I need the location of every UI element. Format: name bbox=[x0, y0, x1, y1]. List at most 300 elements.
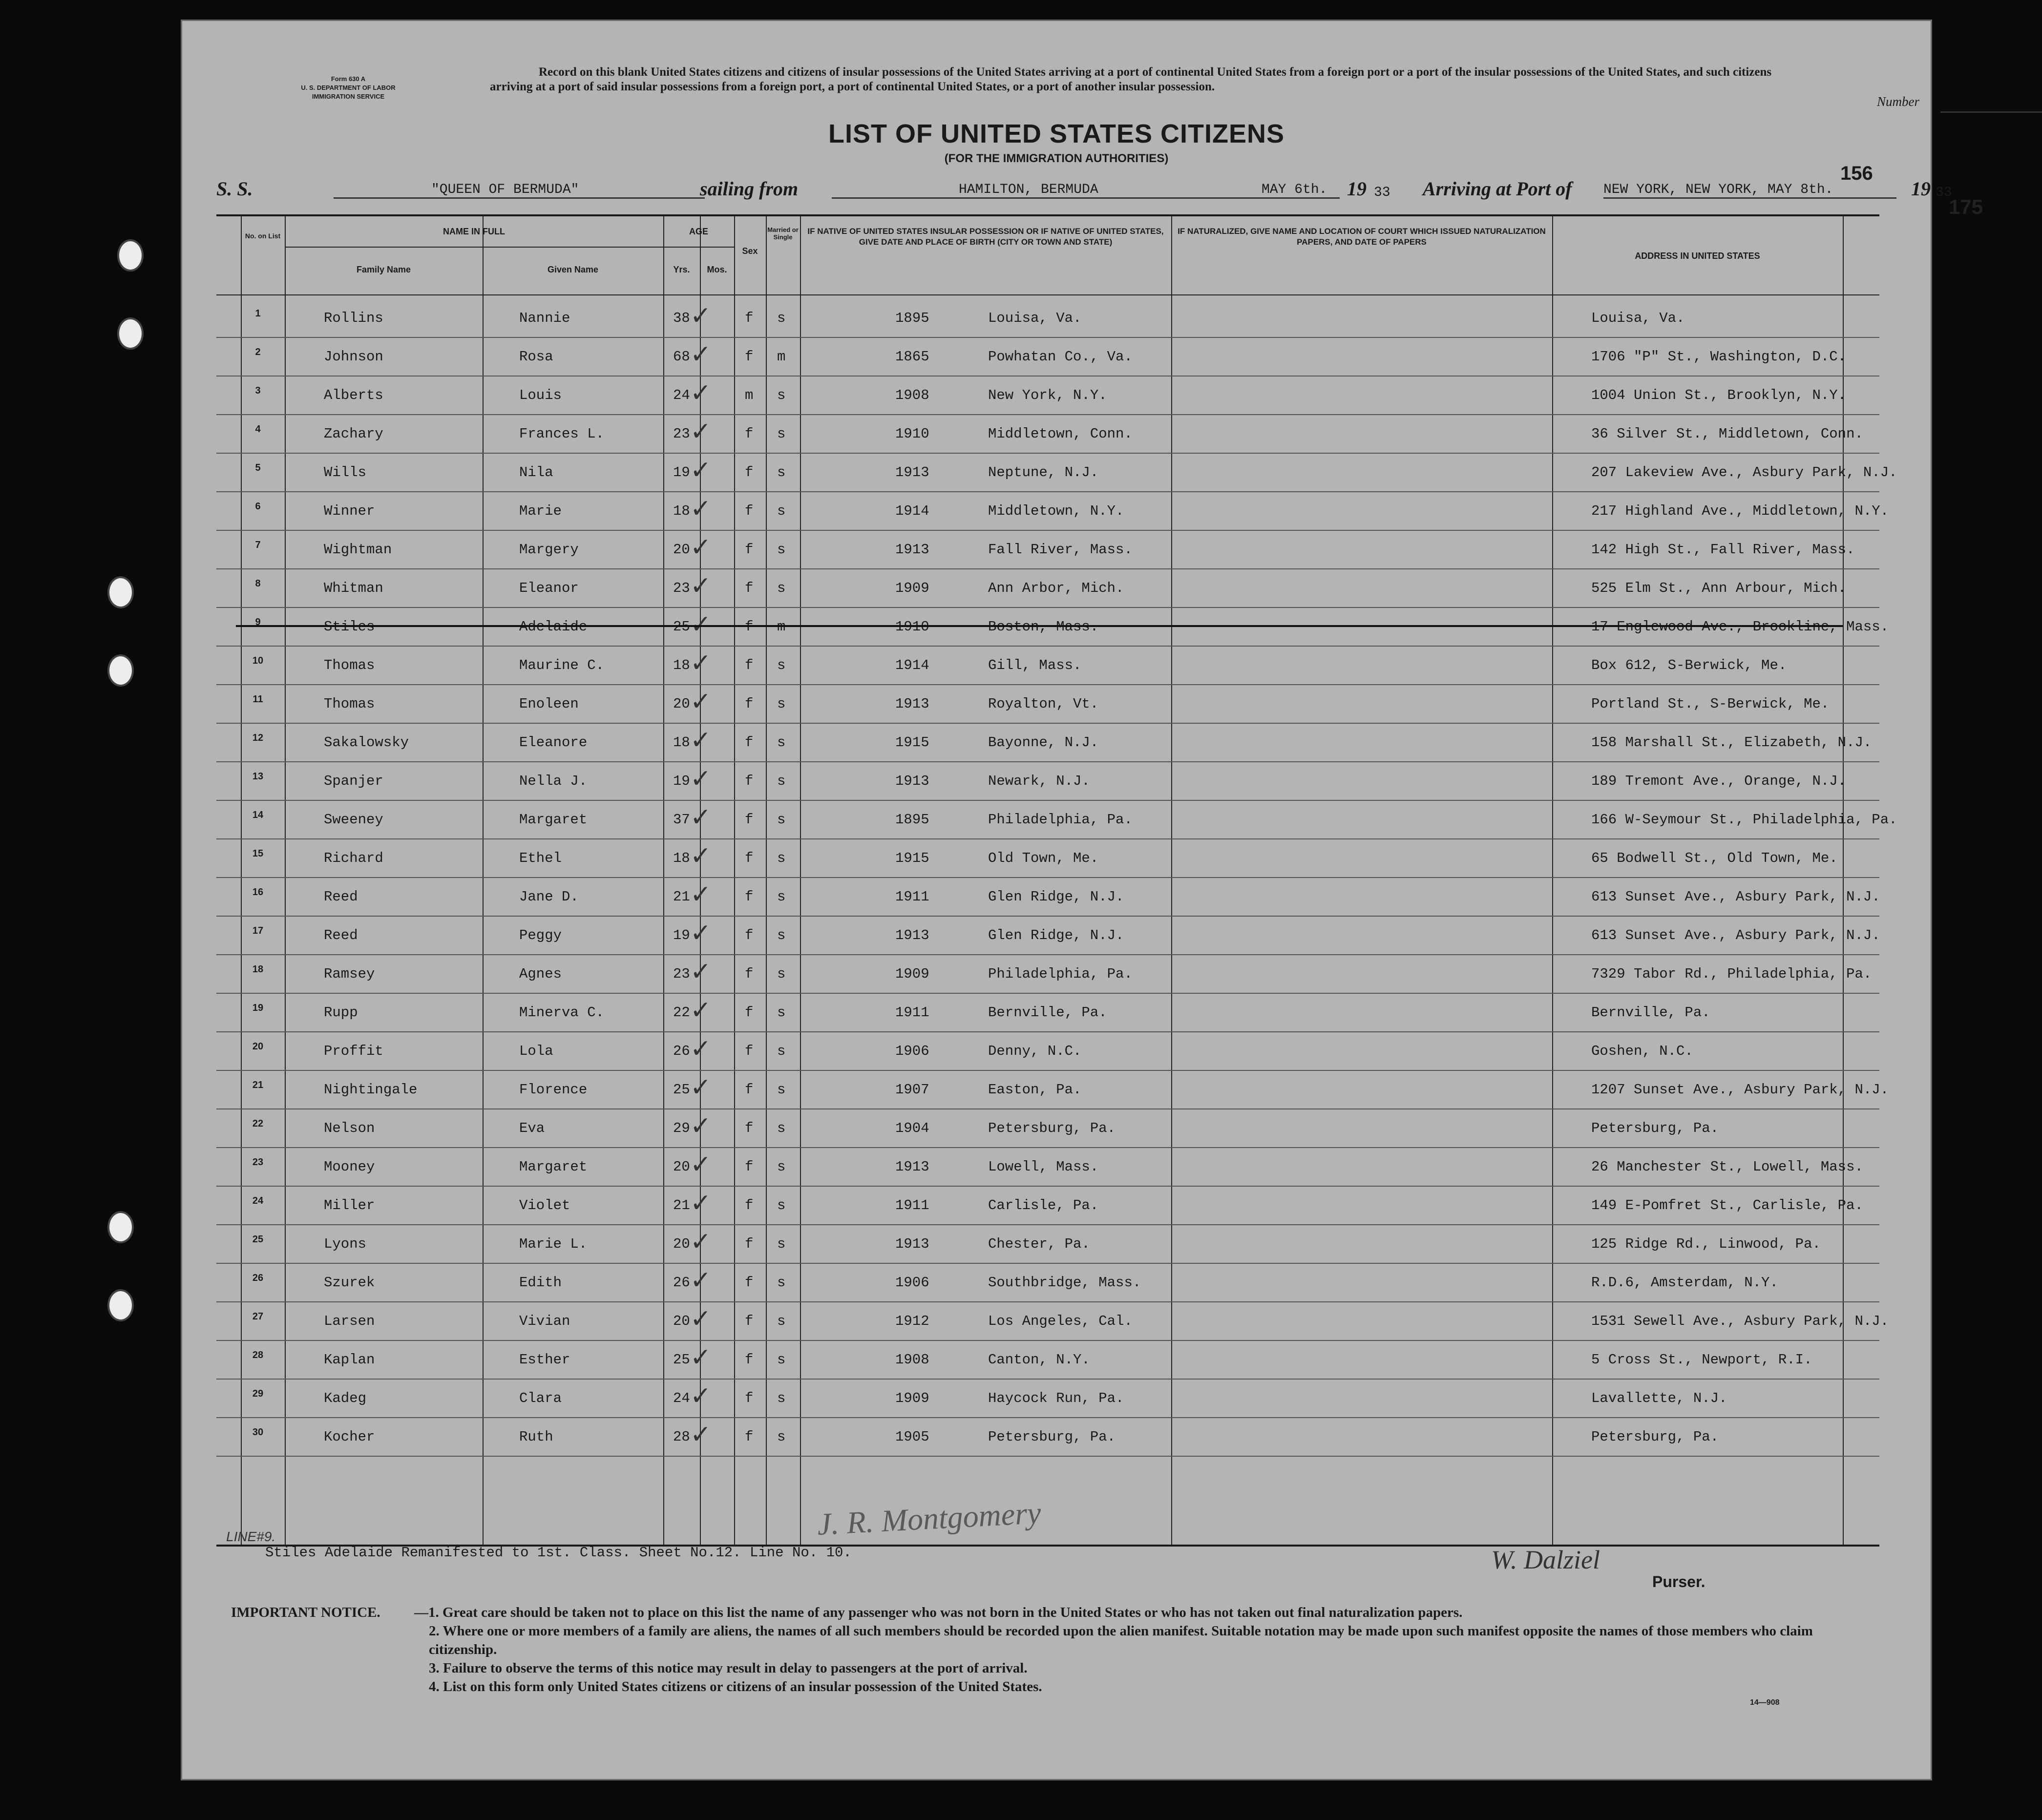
passenger-sex: f bbox=[745, 426, 754, 442]
passenger-birth-place: Middletown, Conn. bbox=[988, 426, 1133, 442]
passenger-family-name: Sweeney bbox=[324, 812, 383, 828]
correction-note: Stiles Adelaide Remanifested to 1st. Class. Sheet No.12. Line No. 10. bbox=[265, 1545, 852, 1561]
arriving-label: Arriving at Port of bbox=[1423, 178, 1572, 200]
passenger-family-name: Sakalowsky bbox=[324, 734, 409, 751]
passenger-age-years: 26 bbox=[673, 1275, 690, 1291]
passenger-age-years: 23 bbox=[673, 580, 690, 596]
table-row bbox=[216, 376, 1879, 415]
passenger-address: 5 Cross St., Newport, R.I. bbox=[1591, 1352, 1812, 1368]
passenger-given-name: Ethel bbox=[519, 850, 562, 866]
passenger-birth-place: Philadelphia, Pa. bbox=[988, 966, 1133, 982]
passenger-age-years: 37 bbox=[673, 812, 690, 828]
passenger-marital-status: s bbox=[777, 1120, 786, 1136]
passenger-given-name: Adelaide bbox=[519, 619, 588, 635]
table-row bbox=[216, 337, 1879, 377]
table-row bbox=[216, 877, 1879, 917]
passenger-birth-place: Glen Ridge, N.J. bbox=[988, 889, 1124, 905]
passenger-line-number: 17 bbox=[252, 925, 264, 936]
passenger-given-name: Peggy bbox=[519, 927, 562, 943]
passenger-line-number: 29 bbox=[252, 1388, 264, 1399]
passenger-marital-status: s bbox=[777, 464, 786, 481]
ss-label: S. S. bbox=[216, 178, 253, 200]
passenger-age-years: 20 bbox=[673, 1159, 690, 1175]
passenger-address: Goshen, N.C. bbox=[1591, 1043, 1693, 1059]
header-rule bbox=[216, 294, 1879, 295]
passenger-age-years: 19 bbox=[673, 773, 690, 789]
passenger-family-name: Wills bbox=[324, 464, 367, 481]
punch-hole bbox=[117, 239, 144, 272]
table-row bbox=[216, 1340, 1879, 1380]
check-mark-icon: ✓ bbox=[690, 1189, 712, 1218]
passenger-sex: f bbox=[745, 580, 754, 596]
ship-name: "QUEEN OF BERMUDA" bbox=[334, 182, 705, 199]
passenger-marital-status: s bbox=[777, 1275, 786, 1291]
passenger-sex: f bbox=[745, 1429, 754, 1445]
passenger-line-number: 3 bbox=[255, 385, 261, 396]
passenger-birth-place: Haycock Run, Pa. bbox=[988, 1390, 1124, 1406]
passenger-marital-status: s bbox=[777, 812, 786, 828]
passenger-birth-year: 1911 bbox=[895, 889, 929, 905]
passenger-sex: f bbox=[745, 542, 754, 558]
passenger-given-name: Clara bbox=[519, 1390, 562, 1406]
notice-item: 3. Failure to observe the terms of this notice may result in delay to passengers at the port of arrival. bbox=[429, 1660, 1028, 1676]
passenger-birth-year: 1913 bbox=[895, 542, 929, 558]
passenger-family-name: Whitman bbox=[324, 580, 383, 596]
passenger-birth-year: 1895 bbox=[895, 310, 929, 326]
passenger-marital-status: s bbox=[777, 1390, 786, 1406]
passenger-marital-status: s bbox=[777, 503, 786, 519]
table-row bbox=[216, 1417, 1879, 1457]
passenger-age-years: 20 bbox=[673, 1236, 690, 1252]
passenger-given-name: Florence bbox=[519, 1082, 588, 1098]
passenger-given-name: Enoleen bbox=[519, 696, 579, 712]
passenger-line-number: 30 bbox=[252, 1427, 264, 1438]
passenger-given-name: Edith bbox=[519, 1275, 562, 1291]
passenger-sex: f bbox=[745, 1120, 754, 1136]
header-rule bbox=[285, 247, 700, 248]
passenger-address: 217 Highland Ave., Middletown, N.Y. bbox=[1591, 503, 1889, 519]
passenger-birth-place: Bernville, Pa. bbox=[988, 1004, 1107, 1021]
passenger-age-years: 21 bbox=[673, 889, 690, 905]
notice-item: 4. List on this form only United States citizens or citizens of an insular possession of the United States. bbox=[429, 1679, 1042, 1694]
passenger-sex: f bbox=[745, 1043, 754, 1059]
passenger-age-years: 18 bbox=[673, 657, 690, 673]
passenger-given-name: Louis bbox=[519, 387, 562, 403]
passenger-marital-status: s bbox=[777, 1236, 786, 1252]
passenger-birth-year: 1909 bbox=[895, 966, 929, 982]
passenger-line-number: 18 bbox=[252, 964, 264, 975]
passenger-age-years: 18 bbox=[673, 850, 690, 866]
passenger-sex: f bbox=[745, 619, 754, 635]
manifest-page bbox=[181, 20, 1952, 1780]
passenger-given-name: Margaret bbox=[519, 1159, 588, 1175]
table-row bbox=[216, 1379, 1879, 1418]
passenger-birth-year: 1908 bbox=[895, 1352, 929, 1368]
passenger-birth-place: Easton, Pa. bbox=[988, 1082, 1082, 1098]
passenger-line-number: 22 bbox=[252, 1118, 264, 1129]
passenger-birth-place: Los Angeles, Cal. bbox=[988, 1313, 1133, 1329]
passenger-given-name: Marie L. bbox=[519, 1236, 588, 1252]
passenger-birth-year: 1913 bbox=[895, 696, 929, 712]
header-birth: IF NATIVE OF UNITED STATES INSULAR POSSESSION OR IF NATIVE OF UNITED STATES, GIVE DATE AND PLACE OF BIRTH (CITY OR TOWN AND STATE) bbox=[807, 227, 1164, 247]
arrival-year: 33 bbox=[1936, 185, 1952, 200]
passenger-age-years: 22 bbox=[673, 1004, 690, 1021]
passenger-sex: f bbox=[745, 1313, 754, 1329]
passenger-birth-year: 1911 bbox=[895, 1197, 929, 1213]
passenger-address: 1706 "P" St., Washington, D.C. bbox=[1591, 349, 1847, 365]
passenger-family-name: Proffit bbox=[324, 1043, 383, 1059]
departure-port: HAMILTON, BERMUDA bbox=[832, 182, 1262, 199]
passenger-address: 1531 Sewell Ave., Asbury Park, N.J. bbox=[1591, 1313, 1889, 1329]
passenger-birth-place: Canton, N.Y. bbox=[988, 1352, 1090, 1368]
passenger-age-years: 18 bbox=[673, 503, 690, 519]
table-row bbox=[216, 723, 1879, 762]
header-mos: Mos. bbox=[707, 265, 727, 274]
passenger-line-number: 26 bbox=[252, 1273, 264, 1283]
passenger-line-number: 14 bbox=[252, 810, 264, 820]
passenger-family-name: Zachary bbox=[324, 426, 383, 442]
passenger-sex: f bbox=[745, 927, 754, 943]
passenger-family-name: Kaplan bbox=[324, 1352, 375, 1368]
passenger-sex: f bbox=[745, 657, 754, 673]
sheet-stamp-number: 175 bbox=[1949, 195, 1983, 218]
punch-hole bbox=[107, 576, 134, 608]
passenger-family-name: Ramsey bbox=[324, 966, 375, 982]
passenger-sex: f bbox=[745, 1159, 754, 1175]
form-service: IMMIGRATION SERVICE bbox=[312, 93, 385, 100]
table-row bbox=[216, 1070, 1889, 1109]
check-mark-icon: ✓ bbox=[690, 764, 712, 794]
passenger-address: 166 W-Seymour St., Philadelphia, Pa. bbox=[1591, 812, 1897, 828]
passenger-marital-status: s bbox=[777, 1082, 786, 1098]
passenger-birth-place: Carlisle, Pa. bbox=[988, 1197, 1099, 1213]
passenger-age-years: 68 bbox=[673, 349, 690, 365]
passenger-line-number: 21 bbox=[252, 1080, 264, 1090]
header-address: ADDRESS IN UNITED STATES bbox=[1635, 251, 1760, 261]
passenger-marital-status: s bbox=[777, 387, 786, 403]
passenger-line-number: 23 bbox=[252, 1157, 264, 1168]
header-rule bbox=[663, 247, 734, 248]
passenger-birth-year: 1907 bbox=[895, 1082, 929, 1098]
table-row bbox=[216, 453, 1897, 492]
passenger-family-name: Thomas bbox=[324, 657, 375, 673]
passenger-line-number: 25 bbox=[252, 1234, 264, 1245]
passenger-birth-year: 1910 bbox=[895, 426, 929, 442]
notice-item: 2. Where one or more members of a family are aliens, the names of all such members should be recorded upon the alien manifest. Suitable notation may be made upon such manifest opposite the names of those members who claim citizenship. bbox=[429, 1623, 1813, 1657]
passenger-birth-year: 1914 bbox=[895, 503, 929, 519]
passenger-address: Lavallette, N.J. bbox=[1591, 1390, 1727, 1406]
passenger-line-number: 19 bbox=[252, 1003, 264, 1013]
check-mark-icon: ✓ bbox=[690, 1343, 712, 1372]
passenger-sex: f bbox=[745, 349, 754, 365]
passenger-family-name: Winner bbox=[324, 503, 375, 519]
check-mark-icon: ✓ bbox=[690, 996, 712, 1025]
passenger-birth-place: Glen Ridge, N.J. bbox=[988, 927, 1124, 943]
passenger-given-name: Vivian bbox=[519, 1313, 570, 1329]
passenger-age-years: 20 bbox=[673, 1313, 690, 1329]
passenger-line-number: 28 bbox=[252, 1350, 264, 1360]
form-department: U. S. DEPARTMENT OF LABOR bbox=[301, 84, 396, 91]
passenger-line-number: 10 bbox=[252, 655, 264, 666]
check-mark-icon: ✓ bbox=[690, 1266, 712, 1295]
passenger-marital-status: s bbox=[777, 1197, 786, 1213]
passenger-age-years: 25 bbox=[673, 1082, 690, 1098]
passenger-given-name: Nila bbox=[519, 464, 553, 481]
passenger-marital-status: s bbox=[777, 310, 786, 326]
header-no-on-list: No. on List bbox=[245, 232, 281, 240]
passenger-family-name: Richard bbox=[324, 850, 383, 866]
passenger-sex: f bbox=[745, 696, 754, 712]
passenger-sex: f bbox=[745, 464, 754, 481]
header-family-name: Family Name bbox=[356, 265, 411, 274]
passenger-birth-place: Philadelphia, Pa. bbox=[988, 812, 1133, 828]
passenger-address: 26 Manchester St., Lowell, Mass. bbox=[1591, 1159, 1863, 1175]
passenger-family-name: Thomas bbox=[324, 696, 375, 712]
passenger-birth-place: Middletown, N.Y. bbox=[988, 503, 1124, 519]
passenger-sex: f bbox=[745, 1275, 754, 1291]
passenger-family-name: Nelson bbox=[324, 1120, 375, 1136]
check-mark-icon: ✓ bbox=[690, 919, 712, 948]
inspector-signature: J. R. Montgomery bbox=[816, 1495, 1042, 1542]
punch-hole bbox=[117, 317, 144, 350]
passenger-family-name: Kocher bbox=[324, 1429, 375, 1445]
purser-label: Purser. bbox=[1652, 1573, 1705, 1590]
passenger-line-number: 24 bbox=[252, 1195, 264, 1206]
sheet-number: 156 bbox=[1840, 163, 1873, 184]
passenger-age-years: 19 bbox=[673, 927, 690, 943]
check-mark-icon: ✓ bbox=[690, 378, 712, 408]
passenger-sex: f bbox=[745, 503, 754, 519]
passenger-marital-status: s bbox=[777, 426, 786, 442]
passenger-address: Box 612, S-Berwick, Me. bbox=[1591, 657, 1787, 673]
passenger-birth-place: Lowell, Mass. bbox=[988, 1159, 1099, 1175]
passenger-address: 17 Englewood Ave., Brookline, Mass. bbox=[1591, 619, 1889, 635]
passenger-marital-status: s bbox=[777, 696, 786, 712]
header-given-name: Given Name bbox=[547, 265, 599, 274]
header-sex: Sex bbox=[742, 246, 758, 256]
check-mark-icon: ✓ bbox=[690, 803, 712, 832]
passenger-line-number: 8 bbox=[255, 578, 261, 589]
passenger-address: Bernville, Pa. bbox=[1591, 1004, 1710, 1021]
punch-hole bbox=[107, 1211, 134, 1243]
check-mark-icon: ✓ bbox=[690, 841, 712, 871]
passenger-line-number: 7 bbox=[255, 540, 261, 550]
check-mark-icon: ✓ bbox=[690, 649, 712, 678]
passenger-address: 65 Bodwell St., Old Town, Me. bbox=[1591, 850, 1838, 866]
check-mark-icon: ✓ bbox=[690, 1150, 712, 1179]
check-mark-icon: ✓ bbox=[690, 1227, 712, 1256]
passenger-family-name: Kadeg bbox=[324, 1390, 367, 1406]
check-mark-icon: ✓ bbox=[690, 1420, 712, 1449]
check-mark-icon: ✓ bbox=[690, 1034, 712, 1064]
passenger-birth-year: 1908 bbox=[895, 387, 929, 403]
check-mark-icon: ✓ bbox=[690, 301, 712, 331]
passenger-marital-status: s bbox=[777, 966, 786, 982]
notice-title: IMPORTANT NOTICE. bbox=[231, 1605, 380, 1620]
passenger-birth-place: Southbridge, Mass. bbox=[988, 1275, 1141, 1291]
passenger-family-name: Nightingale bbox=[324, 1082, 418, 1098]
passenger-address: 613 Sunset Ave., Asbury Park, N.J. bbox=[1591, 927, 1880, 943]
notice-items bbox=[414, 1603, 1835, 1696]
passenger-birth-year: 1910 bbox=[895, 619, 929, 635]
table-row bbox=[216, 414, 1879, 454]
passenger-given-name: Eleanore bbox=[519, 734, 588, 751]
table-row bbox=[216, 568, 1879, 608]
passenger-marital-status: s bbox=[777, 1004, 786, 1021]
passenger-birth-place: Bayonne, N.J. bbox=[988, 734, 1099, 751]
passenger-given-name: Agnes bbox=[519, 966, 562, 982]
table-row bbox=[216, 298, 1879, 338]
year-prefix-departure: 19 bbox=[1347, 178, 1367, 200]
table-row bbox=[216, 1263, 1879, 1302]
passenger-given-name: Jane D. bbox=[519, 889, 579, 905]
passenger-family-name: Johnson bbox=[324, 349, 383, 365]
passenger-marital-status: s bbox=[777, 1429, 786, 1445]
passenger-marital-status: m bbox=[777, 619, 786, 635]
passenger-birth-place: Neptune, N.J. bbox=[988, 464, 1099, 481]
passenger-age-years: 18 bbox=[673, 734, 690, 751]
passenger-line-number: 13 bbox=[252, 771, 264, 782]
table-row bbox=[216, 1147, 1879, 1187]
number-label: Number bbox=[1877, 94, 1919, 109]
passenger-sex: f bbox=[745, 889, 754, 905]
passenger-sex: f bbox=[745, 1082, 754, 1098]
passenger-birth-place: Fall River, Mass. bbox=[988, 542, 1133, 558]
table-row bbox=[216, 1031, 1879, 1071]
passenger-birth-year: 1895 bbox=[895, 812, 929, 828]
passenger-family-name: Larsen bbox=[324, 1313, 375, 1329]
passenger-birth-place: Gill, Mass. bbox=[988, 657, 1082, 673]
table-row bbox=[216, 1186, 1879, 1225]
table-row bbox=[216, 800, 1897, 839]
passenger-birth-year: 1914 bbox=[895, 657, 929, 673]
passenger-age-years: 25 bbox=[673, 1352, 690, 1368]
passenger-birth-year: 1906 bbox=[895, 1275, 929, 1291]
passenger-sex: f bbox=[745, 966, 754, 982]
passenger-birth-place: Petersburg, Pa. bbox=[988, 1429, 1116, 1445]
table-row bbox=[216, 954, 1879, 994]
passenger-given-name: Margaret bbox=[519, 812, 588, 828]
passenger-given-name: Esther bbox=[519, 1352, 570, 1368]
passenger-given-name: Marie bbox=[519, 503, 562, 519]
passenger-given-name: Rosa bbox=[519, 349, 553, 365]
passenger-line-number: 2 bbox=[255, 347, 261, 357]
passenger-marital-status: s bbox=[777, 1043, 786, 1059]
punch-hole bbox=[107, 1289, 134, 1321]
form-number: Form 630 A bbox=[331, 75, 366, 83]
passenger-age-years: 38 bbox=[673, 310, 690, 326]
sailing-from-label: sailing from bbox=[700, 178, 799, 200]
passenger-line-number: 5 bbox=[255, 462, 261, 473]
check-mark-icon: ✓ bbox=[690, 1381, 712, 1411]
passenger-birth-year: 1909 bbox=[895, 580, 929, 596]
header-yrs: Yrs. bbox=[673, 265, 690, 274]
purser-signature: W. Dalziel bbox=[1491, 1545, 1600, 1574]
passenger-family-name: Rupp bbox=[324, 1004, 358, 1021]
passenger-given-name: Minerva C. bbox=[519, 1004, 605, 1021]
passenger-family-name: Reed bbox=[324, 927, 358, 943]
passenger-age-years: 28 bbox=[673, 1429, 690, 1445]
passenger-sex: f bbox=[745, 734, 754, 751]
passenger-birth-year: 1915 bbox=[895, 850, 929, 866]
passenger-address: Petersburg, Pa. bbox=[1591, 1120, 1719, 1136]
passenger-line-number: 15 bbox=[252, 848, 264, 859]
notice-item: —1. Great care should be taken not to place on this list the name of any passenger who was not born in the United States or who has not taken out final naturalization papers. bbox=[414, 1605, 1463, 1620]
passenger-family-name: Stiles bbox=[324, 619, 375, 635]
table-row bbox=[216, 530, 1879, 569]
passenger-address: Louisa, Va. bbox=[1591, 310, 1685, 326]
passenger-birth-year: 1911 bbox=[895, 1004, 929, 1021]
form-instructions: Record on this blank United States citizens and citizens of insular possessions of the United States arriving at a port of continental United States from a foreign port or a port of the insular possessions of the United States, and such citizens arriving at a port of said insular possessions from a foreign port, a port of continental United States, or a port of another insular possession. bbox=[490, 65, 1772, 93]
table-row bbox=[216, 491, 1889, 531]
table-row bbox=[216, 838, 1879, 878]
passenger-address: 525 Elm St., Ann Arbour, Mich. bbox=[1591, 580, 1847, 596]
passenger-address: 1207 Sunset Ave., Asbury Park, N.J. bbox=[1591, 1082, 1889, 1098]
passenger-age-years: 24 bbox=[673, 387, 690, 403]
passenger-address: 189 Tremont Ave., Orange, N.J. bbox=[1591, 773, 1847, 789]
passenger-family-name: Mooney bbox=[324, 1159, 375, 1175]
passenger-line-number: 27 bbox=[252, 1311, 264, 1322]
passenger-family-name: Szurek bbox=[324, 1275, 375, 1291]
passenger-age-years: 20 bbox=[673, 696, 690, 712]
table-row bbox=[216, 761, 1879, 801]
passenger-birth-place: Old Town, Me. bbox=[988, 850, 1099, 866]
passenger-family-name: Wightman bbox=[324, 542, 392, 558]
passenger-marital-status: s bbox=[777, 734, 786, 751]
passenger-marital-status: m bbox=[777, 349, 786, 365]
passenger-line-number: 6 bbox=[255, 501, 261, 512]
passenger-marital-status: s bbox=[777, 1159, 786, 1175]
passenger-birth-year: 1915 bbox=[895, 734, 929, 751]
passenger-given-name: Nella J. bbox=[519, 773, 588, 789]
passenger-line-number: 11 bbox=[253, 694, 263, 705]
passenger-sex: f bbox=[745, 1004, 754, 1021]
passenger-birth-year: 1865 bbox=[895, 349, 929, 365]
passenger-sex: f bbox=[745, 1197, 754, 1213]
passenger-given-name: Eleanor bbox=[519, 580, 579, 596]
form-identifier bbox=[297, 75, 400, 101]
check-mark-icon: ✓ bbox=[690, 340, 712, 369]
passenger-sex: f bbox=[745, 1390, 754, 1406]
passenger-address: 7329 Tabor Rd., Philadelphia, Pa. bbox=[1591, 966, 1872, 982]
passenger-birth-year: 1913 bbox=[895, 773, 929, 789]
passenger-address: Petersburg, Pa. bbox=[1591, 1429, 1719, 1445]
passenger-marital-status: s bbox=[777, 1313, 786, 1329]
arrival-port: NEW YORK, NEW YORK, MAY 8th. bbox=[1603, 182, 1896, 199]
header-naturalized: IF NATURALIZED, GIVE NAME AND LOCATION OF COURT WHICH ISSUED NATURALIZATION PAPERS, AND DATE OF PAPERS bbox=[1178, 227, 1546, 247]
passenger-line-number: 1 bbox=[255, 308, 261, 319]
passenger-marital-status: s bbox=[777, 1352, 786, 1368]
page-subtitle: (FOR THE IMMIGRATION AUTHORITIES) bbox=[944, 152, 1169, 165]
passenger-line-number: 20 bbox=[252, 1041, 264, 1052]
passenger-sex: f bbox=[745, 773, 754, 789]
passenger-family-name: Rollins bbox=[324, 310, 383, 326]
passenger-birth-place: Royalton, Vt. bbox=[988, 696, 1099, 712]
passenger-birth-year: 1913 bbox=[895, 927, 929, 943]
passenger-given-name: Eva bbox=[519, 1120, 545, 1136]
passenger-given-name: Frances L. bbox=[519, 426, 605, 442]
check-mark-icon: ✓ bbox=[690, 533, 712, 562]
passenger-sex: f bbox=[745, 812, 754, 828]
number-field bbox=[1940, 111, 2042, 113]
passenger-marital-status: s bbox=[777, 889, 786, 905]
passenger-age-years: 29 bbox=[673, 1120, 690, 1136]
table-row bbox=[216, 1224, 1879, 1264]
passenger-age-years: 23 bbox=[673, 426, 690, 442]
passenger-birth-year: 1905 bbox=[895, 1429, 929, 1445]
passenger-birth-place: Chester, Pa. bbox=[988, 1236, 1090, 1252]
passenger-address: Portland St., S-Berwick, Me. bbox=[1591, 696, 1830, 712]
